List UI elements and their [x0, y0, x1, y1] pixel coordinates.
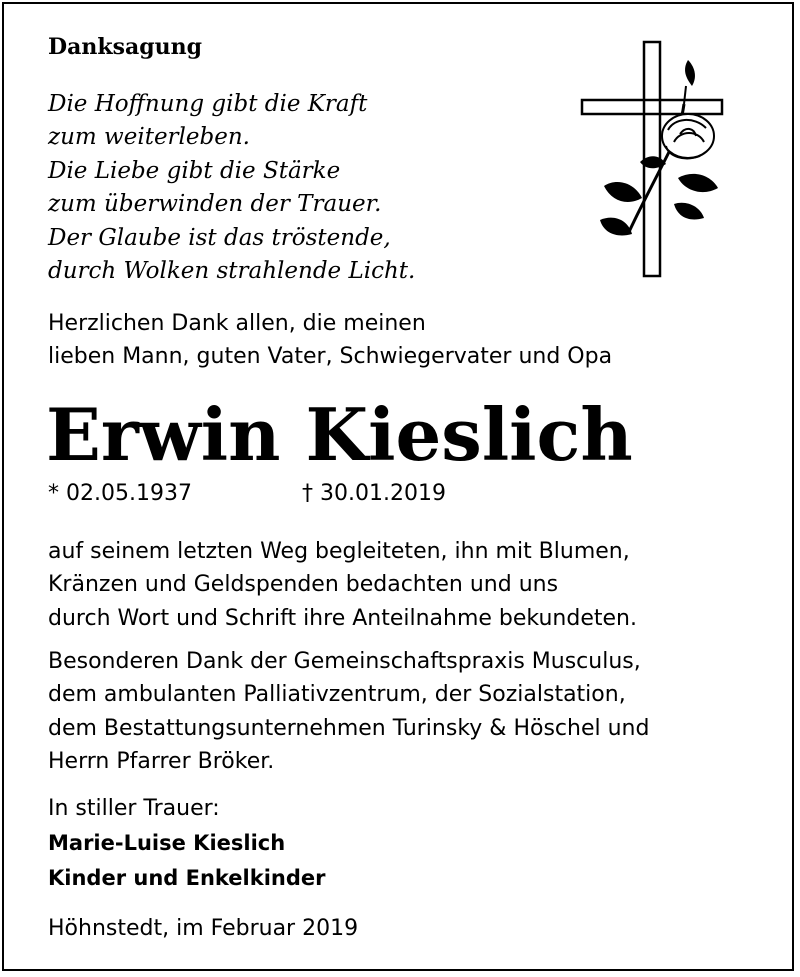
death-date: † 30.01.2019 [302, 481, 446, 506]
cross-with-rose-icon [570, 38, 730, 282]
special-thanks-line: dem ambulanten Palliativzentrum, der Sozialstation, [48, 682, 626, 708]
poem-line: Die Hoffnung gibt die Kraft [48, 91, 368, 117]
heading: Danksagung [48, 34, 202, 60]
mourner-name: Kinder und Enkelkinder [48, 866, 326, 890]
intro-line: lieben Mann, guten Vater, Schwiegervater und Opa [48, 344, 613, 369]
special-thanks-line: Herrn Pfarrer Bröker. [48, 748, 275, 774]
thanks-line: durch Wort und Schrift ihre Anteilnahme bekundeten. [48, 605, 637, 631]
poem-line: zum weiterleben. [48, 124, 250, 151]
intro-line: Herzlichen Dank allen, die meinen [48, 311, 426, 336]
deceased-name: Erwin Kieslich [46, 392, 633, 477]
poem [48, 88, 415, 288]
thanks-line: auf seinem letzten Weg begleiteten, ihn mit Blumen, [48, 539, 630, 564]
special-thanks-paragraph [48, 645, 649, 778]
poem-line: Der Glaube ist das tröstende, [48, 224, 391, 251]
birth-date: * 02.05.1937 [48, 481, 192, 506]
intro-text [48, 307, 612, 373]
poem-line: durch Wolken strahlende Licht. [48, 258, 416, 285]
thanks-paragraph [48, 535, 637, 635]
poem-line: Die Liebe gibt die Stärke [48, 157, 341, 184]
place-date: Höhnstedt, im Februar 2019 [48, 916, 359, 941]
poem-line: zum überwinden der Trauer. [48, 191, 382, 218]
mourner-name: Marie-Luise Kieslich [48, 831, 286, 855]
special-thanks-line: Besonderen Dank der Gemeinschaftspraxis Musculus, [48, 649, 641, 674]
mourners-label: In stiller Trauer: [48, 796, 220, 821]
obituary-frame [2, 2, 794, 971]
special-thanks-line: dem Bestattungsunternehmen Turinsky & Höschel und [48, 715, 650, 741]
thanks-line: Kränzen und Geldspenden bedachten und uns [48, 572, 559, 598]
